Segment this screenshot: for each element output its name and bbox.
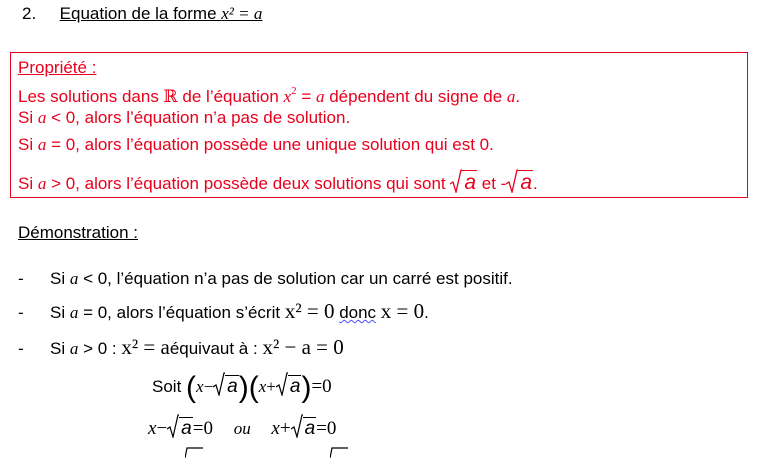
property-line-3-text: = 0, alors l’équation possède une unique solution qui est 0.	[46, 135, 494, 154]
equals-sign: =	[296, 87, 316, 106]
sqrt-a	[506, 169, 533, 195]
si-text: Si	[18, 174, 38, 193]
property-line-1-text-c: dépendent du signe de	[324, 87, 507, 106]
sqrt-a	[291, 414, 317, 443]
section-title	[60, 4, 263, 23]
var-x: x	[148, 418, 157, 439]
demo-title: Démonstration :	[18, 223, 138, 242]
si-text: Si	[18, 135, 38, 154]
partial-radical-icon	[185, 447, 205, 458]
sqrt-a	[167, 414, 193, 443]
split-equations: x− a=0 ou x+ a=0	[148, 414, 336, 443]
sqrt-a	[213, 372, 239, 402]
demo-item-3	[50, 336, 344, 360]
property-line-2-text: < 0, alors l’équation n’a pas de solution.	[46, 108, 351, 127]
si-text: Si	[50, 269, 70, 288]
sqrt-radicand: a	[464, 171, 477, 194]
var-a: a	[37, 174, 47, 193]
section-title-equation: x² = a	[221, 4, 263, 23]
sqrt-a	[276, 372, 302, 402]
equation-x2-minus-a: x² − a = 0	[262, 335, 344, 359]
var-a: a	[37, 135, 47, 154]
radical-icon	[506, 169, 518, 193]
property-line-1-text-b: de l’équation	[177, 87, 284, 106]
property-line-1	[18, 80, 520, 108]
var-a: a	[37, 108, 47, 127]
paren-open: (	[186, 371, 197, 404]
section-heading	[22, 3, 262, 25]
radical-icon	[291, 414, 303, 438]
demo-item-3-text: > 0 :	[78, 339, 122, 358]
radical-icon	[213, 372, 225, 396]
radical-icon	[167, 414, 179, 438]
period: .	[515, 87, 521, 106]
sqrt-radicand: a	[289, 376, 301, 397]
radical-icon	[450, 169, 462, 193]
var-x: x	[271, 418, 280, 439]
property-line-1-text: Les solutions dans	[18, 87, 164, 106]
paren-close: )	[301, 371, 312, 404]
period: .	[533, 174, 538, 193]
demo-item-1	[50, 268, 513, 290]
var-x: x	[283, 87, 292, 106]
reals-symbol: ℝ	[163, 87, 178, 106]
section-number: 2.	[22, 4, 37, 23]
section-title-text: Equation de la forme	[59, 4, 222, 23]
var-a: a	[69, 269, 79, 288]
exponent: 2	[291, 85, 297, 97]
demo-item-2	[50, 300, 429, 324]
minus-sign: -	[500, 174, 507, 193]
demo-bullet-3: -	[18, 339, 24, 358]
sqrt-radicand: a	[304, 418, 316, 439]
property-line-4	[18, 169, 538, 195]
equation-x2-eq-a: x² = a	[121, 335, 170, 359]
donc-text: donc	[339, 303, 377, 322]
property-title: Propriété :	[18, 58, 97, 77]
equation-x2-eq-0: x² = 0	[284, 299, 335, 323]
ou-text: ou	[233, 419, 251, 438]
demo-item-1-text: < 0, l’équation n’a pas de solution car un carré est positif.	[78, 269, 513, 288]
soit-text: Soit	[152, 377, 182, 396]
demo-item-2-text: = 0, alors l’équation s’écrit	[78, 303, 285, 322]
property-line-2	[18, 107, 350, 129]
property-line-4-text: > 0, alors l’équation possède deux solutions qui sont	[46, 174, 451, 193]
sqrt-radicand: a	[181, 418, 192, 439]
sqrt-radicand: a	[227, 376, 238, 397]
paren-open: (	[248, 371, 259, 404]
sqrt-a	[450, 169, 477, 195]
var-a: a	[315, 87, 325, 106]
period: .	[424, 303, 429, 322]
radical-icon	[276, 372, 288, 396]
var-x: x	[196, 377, 204, 396]
sqrt-radicand: a	[520, 171, 533, 194]
si-text: Si	[18, 108, 38, 127]
var-a: a	[69, 339, 79, 358]
demo-bullet-1: -	[18, 269, 24, 288]
partial-radical-icon	[330, 447, 350, 458]
factored-equation: Soit (x− a)(x+ a)=0	[152, 371, 332, 404]
property-line-3	[18, 134, 494, 156]
paren-close: )	[238, 371, 249, 404]
demo-bullet-2: -	[18, 303, 24, 322]
var-a: a	[506, 87, 516, 106]
si-text: Si	[50, 303, 70, 322]
et-text: et	[477, 174, 501, 193]
si-text: Si	[50, 339, 70, 358]
equation-x-eq-0: x = 0	[380, 299, 425, 323]
equivaut-text: équivaut à :	[169, 339, 263, 358]
var-x: x	[258, 377, 267, 396]
var-a: a	[69, 303, 79, 322]
